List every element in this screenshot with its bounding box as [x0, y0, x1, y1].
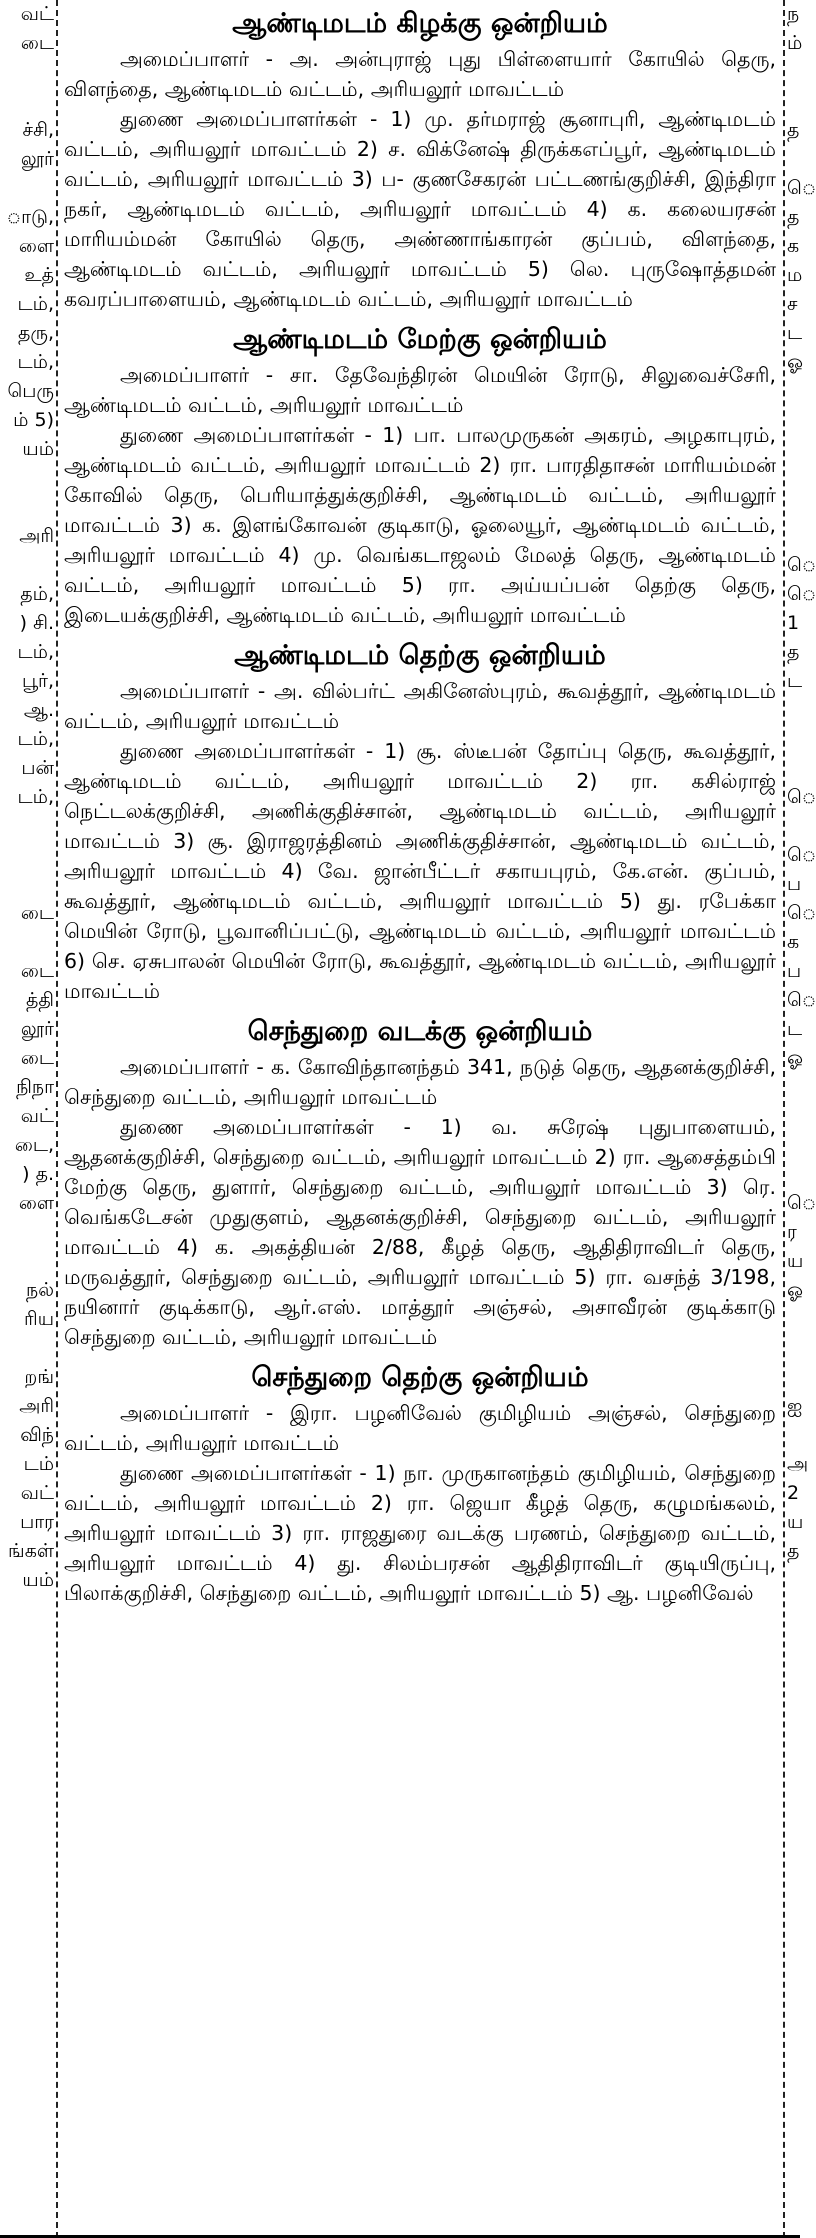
- cut-column-fragment: யம்: [22, 438, 54, 460]
- cut-column-fragment: ளை: [18, 1192, 54, 1214]
- cut-column-fragment: [787, 1073, 800, 1102]
- cut-column-fragment: [787, 1160, 800, 1189]
- cut-column-fragment: ம: [787, 264, 803, 286]
- cut-column-fragment: 2: [787, 1482, 800, 1504]
- cut-column-fragment: டம்,: [17, 641, 54, 663]
- cut-column-fragment: [787, 725, 800, 754]
- cut-column-fragment: பன்: [21, 757, 54, 779]
- cut-column-fragment: ட: [787, 670, 803, 692]
- cut-column-fragment: ளை: [18, 235, 54, 257]
- section-title: ஆண்டிமடம் மேற்கு ஒன்றியம்: [233, 324, 607, 355]
- cut-column-fragment: ய: [787, 1511, 804, 1533]
- cut-column-fragment: ர: [787, 1221, 797, 1243]
- cut-column-fragment: க: [787, 931, 800, 953]
- cut-column-fragment: [0, 928, 54, 957]
- cut-column-fragment: ) சி.: [19, 612, 54, 634]
- cut-column-fragment: வட்: [20, 1105, 54, 1127]
- section-andimadam-south: [64, 636, 776, 1006]
- cut-column-fragment: ச: [787, 293, 798, 315]
- left-column-divider: [56, 0, 58, 2238]
- cut-column-fragment: லூர்: [20, 148, 54, 170]
- deputy-organizers-paragraph: துணை அமைப்பாளர்கள் - 1) பா. பாலமுருகன் அகரம், அழகாபுரம், ஆண்டிமடம் வட்டம், அரியலூர் மாவட்டம் 2) ரா. பாரதிதாசன் மாரியம்மன் கோவில் தெரு, பெரியாத்துக்குறிச்சி, ஆண்டிமடம் வட்டம், அரியலூர் மாவட்டம் 3) க. இளங்கோவன் குடிகாடு, ஓலையூர், ஆண்டிமடம் வட்டம், அரியலூர் மாவட்டம் 4) மு. வெங்கடாஜலம் மேலத் தெரு, ஆண்டிமடம் வட்டம், அரியலூர் மாவட்டம் 5) ரா. அய்யப்பன் தெற்கு தெரு, இடையக்குறிச்சி, ஆண்டிமடம் வட்டம், அரியலூர் மாவட்டம்: [64, 423, 776, 627]
- cut-column-fragment: [787, 522, 800, 551]
- cut-column-fragment: யம்: [22, 1569, 54, 1591]
- cut-column-fragment: டை: [20, 32, 54, 54]
- cut-column-fragment: [787, 812, 800, 841]
- cut-column-fragment: [0, 841, 54, 870]
- cut-column-fragment: உத்: [24, 264, 54, 286]
- cut-column-fragment: [0, 174, 54, 203]
- cut-column-fragment: [787, 754, 800, 783]
- organizer-paragraph: அமைப்பாளர் - அ. வில்பர்ட் அகினேஸ்புரம், கூவத்தூர், ஆண்டிமடம் வட்டம், அரியலூர் மாவட்டம்: [64, 679, 776, 733]
- cut-column-fragment: டை: [20, 1047, 54, 1069]
- cut-column-fragment: ப: [787, 960, 802, 982]
- cut-column-fragment: [787, 493, 800, 522]
- cut-column-fragment: க: [787, 235, 800, 257]
- cut-column-fragment: [787, 1102, 800, 1131]
- cut-column-fragment: [0, 493, 54, 522]
- cut-column-fragment: [787, 1334, 800, 1363]
- cut-column-fragment: [787, 377, 800, 406]
- cut-column-fragment: டை,: [14, 1134, 54, 1156]
- cut-column-fragment: டம்: [23, 1453, 54, 1475]
- cut-column-fragment: [0, 1334, 54, 1363]
- right-column-fragments: [787, 0, 816, 1624]
- cut-column-fragment: தரு,: [17, 322, 54, 344]
- cut-column-fragment: [0, 58, 54, 87]
- deputy-organizers-paragraph: துணை அமைப்பாளர்கள் - 1) வ. சுரேஷ் புதுபாளையம், ஆதனக்குறிச்சி, செந்துறை வட்டம், அரியலூர் மாவட்டம் 2) ரா. ஆசைத்தம்பி மேற்கு தெரு, துளார், செந்துறை வட்டம், அரியலூர் மாவட்டம் 3) ரெ. வெங்கடேசன் முதுகுளம், ஆதனக்குறிச்சி, செந்துறை வட்டம், அரியலூர் மாவட்டம் 4) க. அகத்தியன் 2/88, கீழத் தெரு, ஆதிதிராவிடர் தெரு, மருவத்தூர், செந்துறை வட்டம், அரியலூர் மாவட்டம் 5) ரா. வசந்த் 3/198, நயினார் குடிக்காடு, ஆர்.எஸ். மாத்தூர் அஞ்சல், அசாவீரன் குடிக்காடு செந்துறை வட்டம், அரியலூர் மாவட்டம்: [64, 1115, 776, 1349]
- cut-column-fragment: பார: [20, 1511, 54, 1533]
- cut-column-fragment: [787, 1131, 800, 1160]
- cut-column-fragment: த: [787, 1540, 800, 1562]
- right-column-divider: [783, 0, 785, 2238]
- cut-column-fragment: ய: [787, 1250, 804, 1272]
- cut-column-fragment: டம்,: [17, 351, 54, 373]
- cut-column-fragment: [787, 435, 800, 464]
- cut-column-fragment: அரி: [19, 1395, 54, 1417]
- cut-column-fragment: ஓ: [787, 351, 803, 373]
- cut-column-fragment: [787, 1363, 800, 1392]
- deputy-organizers-paragraph: துணை அமைப்பாளர்கள் - 1) நா. முருகானந்தம் குமிழியம், செந்துறை வட்டம், அரியலூர் மாவட்டம் 2) ரா. ஜெயா கீழத் தெரு, கழுமங்கலம், அரியலூர் மாவட்டம் 3) ரா. ராஜதுரை வடக்கு பரணம், செந்துறை வட்டம், அரியலூர் மாவட்டம் 4) து. சிலம்பரசன் ஆதிதிராவிடர் குடியிருப்பு, பிலாக்குறிச்சி, செந்துறை வட்டம், அரியலூர் மாவட்டம் 5) ஆ. பழனிவேல்: [64, 1461, 776, 1605]
- cut-column-fragment: [787, 1566, 800, 1595]
- left-column-fragments: [0, 0, 54, 1595]
- cut-column-fragment: ம் 5): [13, 409, 54, 431]
- cut-column-fragment: ஓ: [787, 1047, 803, 1069]
- cut-column-fragment: ெ: [787, 1192, 816, 1214]
- cut-column-fragment: [0, 464, 54, 493]
- cut-column-fragment: டம்,: [17, 786, 54, 808]
- section-title: ஆண்டிமடம் கிழக்கு ஒன்றியம்: [232, 8, 608, 39]
- cut-column-fragment: ஐ: [787, 1395, 803, 1417]
- cut-column-fragment: ெ: [787, 844, 816, 866]
- cut-column-fragment: ஓ: [787, 1279, 803, 1301]
- cut-column-fragment: [0, 1218, 54, 1247]
- section-senthurai-north: [64, 1012, 776, 1352]
- cut-column-fragment: ெ: [787, 583, 816, 605]
- cut-column-fragment: ) த.: [22, 1163, 54, 1185]
- cut-column-fragment: ரிய: [24, 1308, 54, 1330]
- cut-column-fragment: ாடு,: [6, 206, 54, 228]
- cut-column-fragment: டை: [20, 902, 54, 924]
- cut-column-fragment: டை: [20, 960, 54, 982]
- cut-column-fragment: [0, 1247, 54, 1276]
- organizer-paragraph: அமைப்பாளர் - அ. அன்புராஜ் புது பிள்ளையார் கோயில் தெரு, விளந்தை, ஆண்டிமடம் வட்டம், அரியலூர் மாவட்டம்: [64, 47, 776, 101]
- cut-column-fragment: ந: [787, 3, 800, 25]
- cut-column-fragment: நிநா: [16, 1076, 54, 1098]
- organizer-paragraph: அமைப்பாளர் - இரா. பழனிவேல் குமிழியம் அஞ்சல், செந்துறை வட்டம், அரியலூர் மாவட்டம்: [64, 1401, 776, 1455]
- cut-column-fragment: [0, 551, 54, 580]
- cut-column-fragment: ச்சி,: [22, 119, 54, 141]
- cut-column-fragment: ஆ.: [23, 699, 54, 721]
- section-andimadam-west: [64, 320, 776, 630]
- cut-column-fragment: வட்: [20, 1482, 54, 1504]
- deputy-organizers-paragraph: துணை அமைப்பாளர்கள் - 1) மு. தர்மராஜ் சூனாபுரி, ஆண்டிமடம் வட்டம், அரியலூர் மாவட்டம் 2) ச. விக்னேஷ் திருக்கஎப்பூர், ஆண்டிமடம் வட்டம், அரியலூர் மாவட்டம் 3) ப- குணசேகரன் பட்டணங்குறிச்சி, இந்திரா நகர், ஆண்டிமடம் வட்டம், அரியலூர் மாவட்டம் 4) க. கலையரசன் மாரியம்மன் கோயில் தெரு, அண்ணாங்காரன் குப்பம், விளந்தை, ஆண்டிமடம் வட்டம், அரியலூர் மாவட்டம் 5) லெ. புருஷோத்தமன் கவரப்பாளையம், ஆண்டிமடம் வட்டம், அரியலூர் மாவட்டம்: [64, 107, 776, 311]
- cut-column-fragment: ட: [787, 322, 803, 344]
- cut-column-fragment: த்தி: [26, 989, 54, 1011]
- section-andimadam-east: [64, 4, 776, 314]
- section-title: செந்துறை வடக்கு ஒன்றியம்: [247, 1016, 593, 1047]
- cut-column-fragment: [0, 870, 54, 899]
- cut-column-fragment: த: [787, 119, 800, 141]
- section-senthurai-south: [64, 1358, 776, 1608]
- cut-column-fragment: பூர்,: [21, 670, 54, 692]
- cut-column-fragment: ெ: [787, 902, 816, 924]
- section-title: ஆண்டிமடம் தெற்கு ஒன்றியம்: [234, 640, 606, 671]
- cut-column-fragment: [787, 406, 800, 435]
- cut-column-fragment: 1: [787, 612, 800, 634]
- section-title: செந்துறை தெற்கு ஒன்றியம்: [251, 1362, 589, 1393]
- cut-column-fragment: அரி: [19, 525, 54, 547]
- cut-column-fragment: த: [787, 206, 800, 228]
- cut-column-fragment: நல்: [26, 1279, 54, 1301]
- cut-column-fragment: [787, 1421, 800, 1450]
- cut-column-fragment: டம்,: [17, 293, 54, 315]
- cut-column-fragment: தம்,: [20, 583, 54, 605]
- cut-column-fragment: ெ: [787, 177, 816, 199]
- cut-column-fragment: [787, 58, 800, 87]
- cut-column-fragment: ெ: [787, 554, 816, 576]
- cut-column-fragment: அ: [787, 1453, 809, 1475]
- cut-column-fragment: [0, 812, 54, 841]
- cut-column-fragment: [787, 1305, 800, 1334]
- cut-column-fragment: வட்: [20, 3, 54, 25]
- cut-column-fragment: டம்,: [17, 728, 54, 750]
- cut-column-fragment: ட: [787, 1018, 803, 1040]
- cut-column-fragment: [787, 145, 800, 174]
- cut-column-fragment: [787, 87, 800, 116]
- organizer-paragraph: அமைப்பாளர் - க. கோவிந்தானந்தம் 341, நடுத் தெரு, ஆதனக்குறிச்சி, செந்துறை வட்டம், அரியலூர் மாவட்டம்: [64, 1055, 776, 1109]
- cut-column-fragment: [787, 464, 800, 493]
- cut-column-fragment: [787, 1595, 800, 1624]
- cut-column-fragment: ெ: [787, 786, 816, 808]
- organizer-paragraph: அமைப்பாளர் - சா. தேவேந்திரன் மெயின் ரோடு, சிலுவைச்சேரி, ஆண்டிமடம் வட்டம், அரியலூர் மாவட்டம்: [64, 363, 776, 417]
- cut-column-fragment: த: [787, 641, 800, 663]
- deputy-organizers-paragraph: துணை அமைப்பாளர்கள் - 1) சூ. ஸ்டீபன் தோப்பு தெரு, கூவத்தூர், ஆண்டிமடம் வட்டம், அரியலூர் மாவட்டம் 2) ரா. கசில்ராஜ் நெட்டலக்குறிச்சி, அணிக்குதிச்சான், ஆண்டிமடம் வட்டம், அரியலூர் மாவட்டம் 3) சூ. இராஜரத்தினம் அணிக்குதிச்சான், ஆண்டிமடம் வட்டம், அரியலூர் மாவட்டம் 4) வே. ஜான்பீட்டர் சகாயபுரம், கே.என். குப்பம், கூவத்தூர், ஆண்டிமடம் வட்டம், அரியலூர் மாவட்டம் 5) து. ரபேக்கா மெயின் ரோடு, பூவானிப்பட்டு, ஆண்டிமடம் வட்டம், அரியலூர் மாவட்டம் 6) செ. ஏசுபாலன் மெயின் ரோடு, கூவத்தூர், ஆண்டிமடம் வட்டம், அரியலூர் மாவட்டம்: [64, 739, 776, 1003]
- cut-column-fragment: லூர்: [20, 1018, 54, 1040]
- cut-column-fragment: விந்: [20, 1424, 54, 1446]
- cut-column-fragment: ம்: [787, 32, 803, 54]
- cut-column-fragment: [0, 87, 54, 116]
- cut-column-fragment: [787, 696, 800, 725]
- cut-column-fragment: ெ: [787, 989, 816, 1011]
- cut-column-fragment: பெரு: [7, 380, 54, 402]
- cut-column-fragment: ப: [787, 873, 802, 895]
- cut-column-fragment: ங்கள்: [8, 1540, 54, 1562]
- cut-column-fragment: றங்: [24, 1366, 54, 1388]
- main-column: [64, 4, 776, 1614]
